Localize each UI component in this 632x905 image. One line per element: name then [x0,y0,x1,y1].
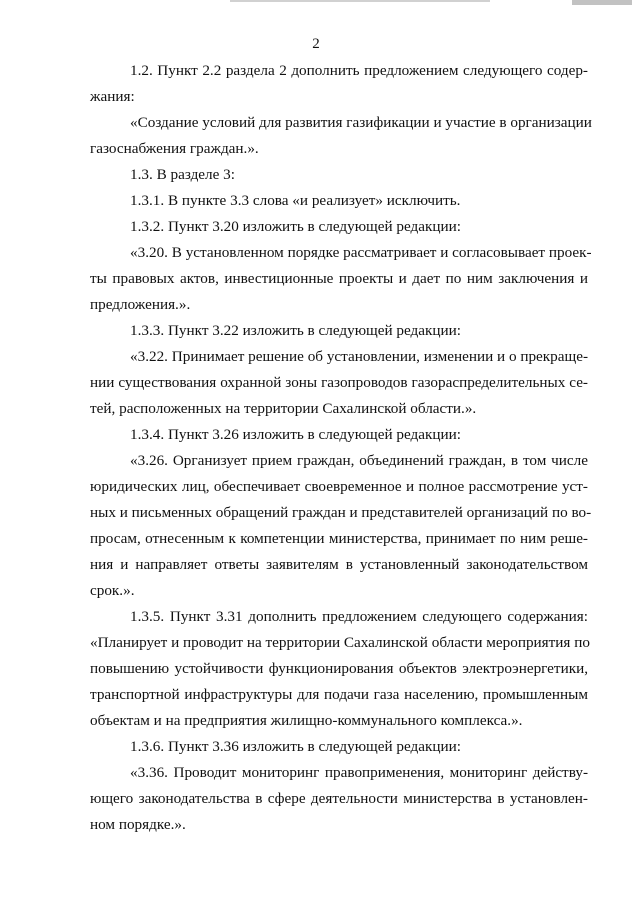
text-line: транспортной инфраструктуры для подачи газа населению, промышленным [90,686,588,703]
text-line: «3.22. Принимает решение об установлении, изменении и о прекраще- [130,348,588,365]
text-line: предложения.». [90,296,191,313]
text-line: «Планирует и проводит на территории Сахалинской области мероприятия по [90,634,590,651]
text-line: «Создание условий для развития газификации и участие в организации [130,114,592,131]
text-line: 1.3.3. Пункт 3.22 изложить в следующей редакции: [130,322,461,339]
text-line: «3.36. Проводит мониторинг правоприменения, мониторинг действу- [130,764,588,781]
page-number: 2 [312,36,320,52]
text-line: юридических лиц, обеспечивает своевременное и полное рассмотрение уст- [90,478,588,495]
text-line: 1.3.1. В пункте 3.3 слова «и реализует» исключить. [130,192,461,209]
text-line: объектам и на предприятия жилищно-коммунального комплекса.». [90,712,523,729]
text-line: ном порядке.». [90,816,186,833]
text-line: «3.20. В установленном порядке рассматривает и согласовывает проек- [130,244,592,261]
text-line: срок.». [90,582,135,599]
text-line: ных и письменных обращений граждан и представителей организаций по во- [90,504,592,521]
text-line: ты правовых актов, инвестиционные проекты и дает по ним заключения и [90,270,588,287]
text-line: тей, расположенных на территории Сахалинской области.». [90,400,477,417]
text-line: «3.26. Организует прием граждан, объединений граждан, в том числе [130,452,588,469]
text-line: ния и направляет ответы заявителям в установленный законодательством [90,556,588,573]
text-line: 1.3.6. Пункт 3.36 изложить в следующей редакции: [130,738,461,755]
text-line: жания: [90,88,135,105]
text-line: 1.2. Пункт 2.2 раздела 2 дополнить предложением следующего содер- [130,62,588,79]
text-line: газоснабжения граждан.». [90,140,259,157]
text-line: нии существования охранной зоны газопроводов газораспределительных се- [90,374,588,391]
text-line: повышению устойчивости функционирования объектов электроэнергетики, [90,660,588,677]
text-line: 1.3.5. Пункт 3.31 дополнить предложением следующего содержания: [130,608,588,625]
text-line: 1.3.2. Пункт 3.20 изложить в следующей редакции: [130,218,461,235]
text-line: просам, отнесенным к компетенции министерства, принимает по ним реше- [90,530,588,547]
text-line: ющего законодательства в сфере деятельности министерства в установлен- [90,790,588,807]
text-line: 1.3.4. Пункт 3.26 изложить в следующей редакции: [130,426,461,443]
text-line: 1.3. В разделе 3: [130,166,235,183]
